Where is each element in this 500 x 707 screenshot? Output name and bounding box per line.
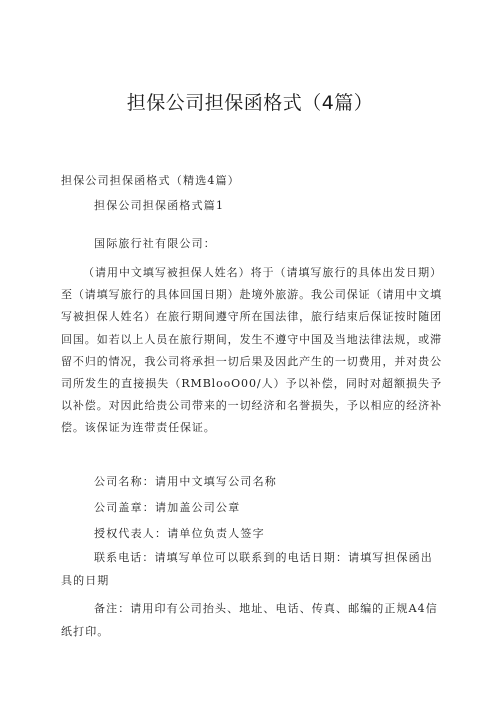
- note-field: 备注：请用印有公司抬头、地址、电话、传真、邮编的正规A4信纸打印。: [61, 602, 438, 638]
- document-subtitle: 担保公司担保函格式（精选4篇）: [61, 174, 240, 187]
- authorized-rep-field: 授权代表人：请单位负责人签字: [94, 527, 265, 540]
- addressee: 国际旅行社有限公司：: [94, 237, 216, 250]
- contact-field: 联系电话：请填写单位可以联系到的电话日期：请填写担保函出具的日期: [61, 551, 433, 587]
- company-seal-field: 公司盖章：请加盖公司公章: [94, 501, 241, 514]
- guarantee-body: （请用中文填写被担保人姓名）将于（请填写旅行的具体出发日期）至（请填写旅行的具体回国日期）赴境外旅游。我公司保证（请用中文填写被担保人姓名）在旅行期间遵守所在国法律，旅行结束后保证按时随团回国。如若以上人员在旅行期间，发生不遵守中国及当地法律法规，或滞留不归的情况，我公司将承担一切后果及因此产生的一切费用，并对贵公司所发生的直接损失（RMBlooO00/人）予以补偿，同时对超额损失予以补偿。对因此给贵公司带来的一切经济和名誉损失，予以相应的经济补偿。该保证为连带责任保证。: [61, 266, 442, 435]
- document-title: 担保公司担保函格式（4篇）: [126, 92, 374, 114]
- section-heading: 担保公司担保函格式篇1: [94, 199, 225, 212]
- company-name-field: 公司名称：请用中文填写公司名称: [94, 475, 277, 488]
